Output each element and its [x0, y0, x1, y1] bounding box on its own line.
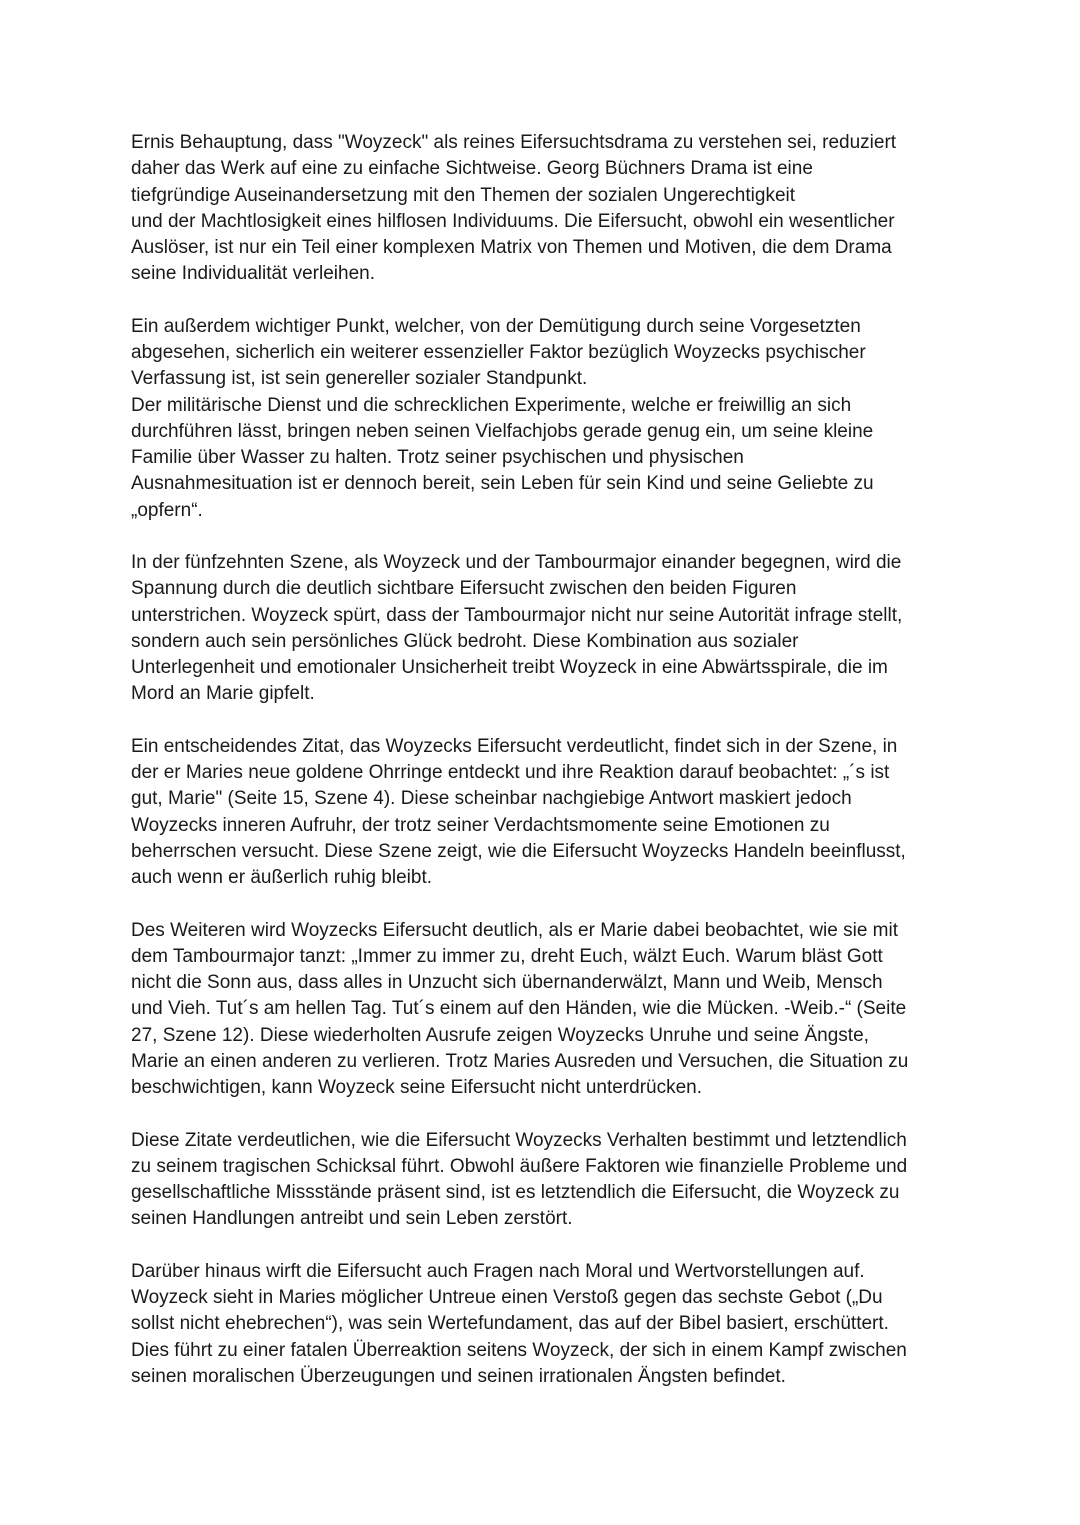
- text-line: unterstrichen. Woyzeck spürt, dass der Tambourmajor nicht nur seine Autorität infrage stellt,: [131, 604, 903, 626]
- text-line: seinen moralischen Überzeugungen und seinen irrationalen Ängsten befindet.: [131, 1365, 786, 1387]
- text-line: Diese Zitate verdeutlichen, wie die Eifersucht Woyzecks Verhalten bestimmt und letztendlich: [131, 1129, 907, 1151]
- text-line: Darüber hinaus wirft die Eifersucht auch Fragen nach Moral und Wertvorstellungen auf.: [131, 1260, 865, 1282]
- text-line: beherrschen versucht. Diese Szene zeigt, wie die Eifersucht Woyzecks Handeln beeinflusst,: [131, 840, 906, 862]
- text-line: „opfern“.: [131, 499, 203, 521]
- text-line: 27, Szene 12). Diese wiederholten Ausrufe zeigen Woyzecks Unruhe und seine Ängste,: [131, 1024, 869, 1046]
- text-line: Auslöser, ist nur ein Teil einer komplexen Matrix von Themen und Motiven, die dem Drama: [131, 237, 892, 258]
- text-line: zu seinem tragischen Schicksal führt. Obwohl äußere Faktoren wie finanzielle Probleme und: [131, 1155, 908, 1177]
- paragraph: [131, 314, 1011, 524]
- text-line: und der Machtlosigkeit eines hilflosen Individuums. Die Eifersucht, obwohl ein wesentlicher: [131, 210, 895, 232]
- text-line: Des Weiteren wird Woyzecks Eifersucht deutlich, als er Marie dabei beobachtet, wie sie mit: [131, 919, 899, 941]
- text-line: In der fünfzehnten Szene, als Woyzeck und der Tambourmajor einander begegnen, wird die: [131, 552, 902, 573]
- text-line: Woyzeck sieht in Maries möglicher Untreue einen Verstoß gegen das sechste Gebot („Du: [131, 1287, 883, 1308]
- text-line: durchführen lässt, bringen neben seinen Vielfachjobs gerade genug ein, um seine kleine: [131, 420, 874, 442]
- text-line: Ein außerdem wichtiger Punkt, welcher, von der Demütigung durch seine Vorgesetzten: [131, 315, 861, 337]
- text-line: Mord an Marie gipfelt.: [131, 683, 315, 705]
- paragraph: [131, 1128, 1011, 1233]
- text-line: sondern auch sein persönliches Glück bedroht. Diese Kombination aus sozialer: [131, 630, 799, 652]
- text-line: daher das Werk auf eine zu einfache Sichtweise. Georg Büchners Drama ist eine: [131, 158, 813, 180]
- text-line: gut, Marie" (Seite 15, Szene 4). Diese scheinbar nachgiebige Antwort maskiert jedoch: [131, 788, 852, 810]
- paragraph: [131, 734, 1011, 892]
- paragraph: [131, 1259, 1011, 1390]
- text-line: Ernis Behauptung, dass "Woyzeck" als reines Eifersuchtsdrama zu verstehen sei, reduziert: [131, 132, 897, 153]
- text-line: Ausnahmesituation ist er dennoch bereit, sein Leben für sein Kind und seine Geliebte zu: [131, 473, 874, 495]
- text-line: tiefgründige Auseinandersetzung mit den Themen der sozialen Ungerechtigkeit: [131, 184, 796, 206]
- paragraph: [131, 918, 1011, 1102]
- text-line: Unterlegenheit und emotionaler Unsicherheit treibt Woyzeck in eine Abwärtsspirale, die im: [131, 657, 888, 678]
- text-line: sollst nicht ehebrechen“), was sein Wertefundament, das auf der Bibel basiert, erschüttert.: [131, 1313, 889, 1335]
- text-line: Dies führt zu einer fatalen Überreaktion seitens Woyzeck, der sich in einem Kampf zwischen: [131, 1339, 907, 1361]
- text-line: abgesehen, sicherlich ein weiterer essenzieller Faktor bezüglich Woyzecks psychischer: [131, 342, 866, 363]
- text-line: nicht die Sonn aus, dass alles in Unzucht sich übernanderwälzt, Mann und Weib, Mensch: [131, 972, 883, 993]
- text-line: Der militärische Dienst und die schrecklichen Experimente, welche er freiwillig an sich: [131, 394, 852, 416]
- text-line: Marie an einen anderen zu verlieren. Trotz Maries Ausreden und Versuchen, die Situation zu: [131, 1050, 909, 1072]
- paragraph: [131, 130, 1011, 288]
- text-line: gesellschaftliche Missstände präsent sind, ist es letztendlich die Eifersucht, die Woyzeck zu: [131, 1182, 900, 1203]
- text-line: auch wenn er äußerlich ruhig bleibt.: [131, 867, 433, 888]
- document-page: [131, 130, 1011, 1416]
- text-line: Familie über Wasser zu halten. Trotz seiner psychischen und physischen: [131, 447, 744, 468]
- text-line: Verfassung ist, ist sein genereller sozialer Standpunkt.: [131, 368, 588, 390]
- text-line: Woyzecks inneren Aufruhr, der trotz seiner Verdachtsmomente seine Emotionen zu: [131, 814, 830, 836]
- paragraph: [131, 550, 1011, 708]
- text-line: der er Maries neue goldene Ohrringe entdeckt und ihre Reaktion darauf beobachtet: „´s ist: [131, 762, 890, 783]
- text-line: beschwichtigen, kann Woyzeck seine Eifersucht nicht unterdrücken.: [131, 1077, 703, 1098]
- text-line: Ein entscheidendes Zitat, das Woyzecks Eifersucht verdeutlicht, findet sich in der Szene, in: [131, 735, 898, 757]
- text-line: Spannung durch die deutlich sichtbare Eifersucht zwischen den beiden Figuren: [131, 578, 797, 600]
- text-line: seinen Handlungen antreibt und sein Leben zerstört.: [131, 1208, 573, 1230]
- text-line: dem Tambourmajor tanzt: „Immer zu immer zu, dreht Euch, wälzt Euch. Warum bläst Gott: [131, 945, 883, 967]
- text-line: seine Individualität verleihen.: [131, 263, 375, 285]
- text-line: und Vieh. Tut´s am hellen Tag. Tut´s einem auf den Händen, wie die Mücken. -Weib.-“ (Seite: [131, 998, 907, 1020]
